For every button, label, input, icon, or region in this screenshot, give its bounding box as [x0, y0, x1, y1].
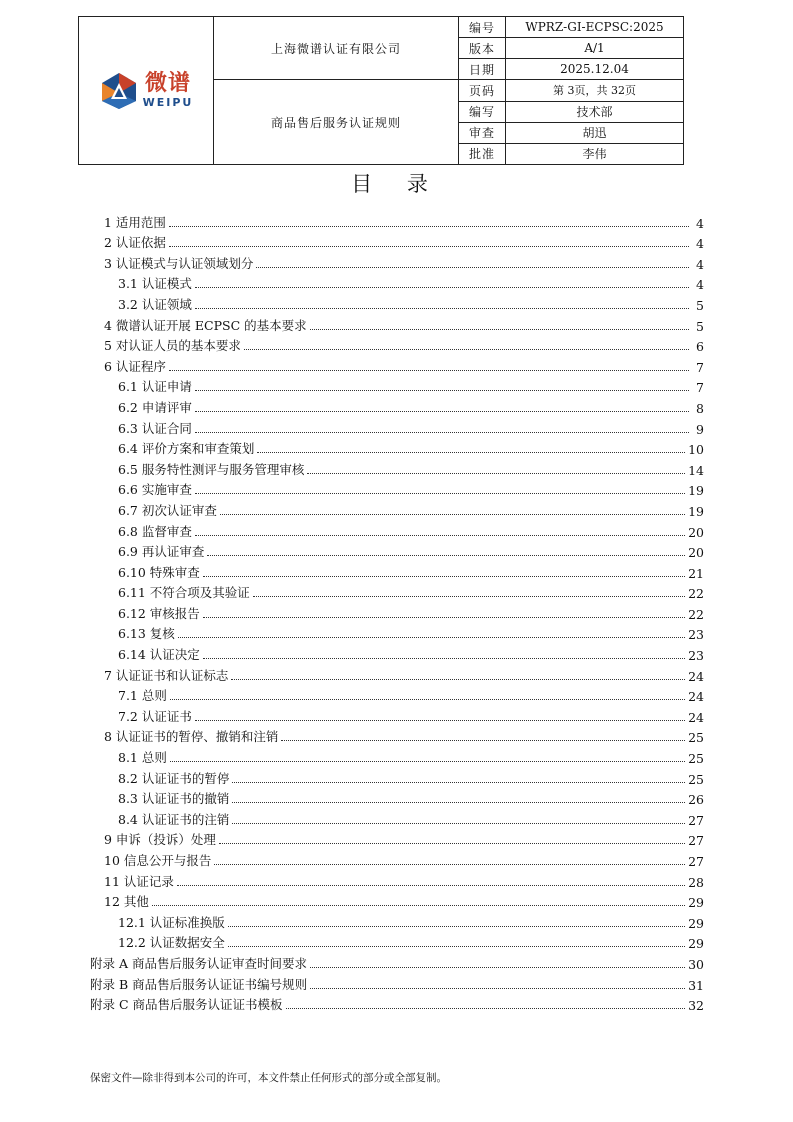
toc-entry-title: 6.1 认证申请 [118, 379, 192, 395]
logo-cell [79, 17, 214, 165]
document-header-table [78, 16, 684, 165]
toc-entry[interactable] [90, 540, 704, 561]
toc-leader-dots [170, 761, 685, 762]
weipu-logo-icon [99, 71, 139, 111]
toc-leader-dots [214, 864, 685, 865]
toc-entry-page: 22 [688, 606, 704, 622]
toc-entry-title: 9 申诉（投诉）处理 [104, 832, 216, 848]
toc-entry[interactable] [90, 931, 704, 952]
toc-entry-page: 4 [696, 277, 704, 293]
toc-entry[interactable] [90, 993, 704, 1014]
toc-entry[interactable] [90, 766, 704, 787]
table-of-contents [90, 210, 704, 1013]
document-title: 商品售后服务认证规则 [214, 80, 459, 165]
toc-entry-title: 6 认证程序 [104, 358, 166, 374]
toc-entry-page: 8 [696, 400, 704, 416]
toc-leader-dots [257, 452, 685, 453]
toc-entry-page: 29 [688, 936, 704, 952]
row-label-number: 编号 [459, 17, 506, 38]
toc-entry[interactable] [90, 519, 704, 540]
row-label-author: 编写 [459, 101, 506, 122]
toc-entry-title: 6.12 审核报告 [118, 605, 200, 621]
toc-entry-title: 3.1 认证模式 [118, 276, 192, 292]
toc-entry-page: 20 [688, 545, 704, 561]
toc-entry[interactable] [90, 437, 704, 458]
row-label-page: 页码 [459, 80, 506, 101]
toc-entry-page: 28 [688, 874, 704, 890]
toc-entry-title: 6.11 不符合项及其验证 [118, 585, 250, 601]
row-label-date: 日期 [459, 59, 506, 80]
toc-entry-page: 31 [688, 977, 704, 993]
toc-entry-page: 14 [688, 462, 704, 478]
toc-entry[interactable] [90, 395, 704, 416]
toc-leader-dots [195, 308, 689, 309]
toc-entry-title: 6.7 初次认证审查 [118, 502, 217, 518]
toc-entry-page: 24 [688, 668, 704, 684]
toc-leader-dots [195, 720, 685, 721]
toc-entry-title: 6.4 评价方案和审查策划 [118, 441, 255, 457]
toc-leader-dots [203, 658, 685, 659]
toc-entry-page: 22 [688, 586, 704, 602]
logo-chinese-text: 微谱 [144, 71, 191, 96]
toc-leader-dots [231, 679, 685, 680]
toc-entry[interactable] [90, 848, 704, 869]
toc-entry-title: 8.2 认证证书的暂停 [118, 770, 230, 786]
toc-leader-dots [207, 555, 685, 556]
toc-entry[interactable] [90, 704, 704, 725]
toc-entry[interactable] [90, 272, 704, 293]
toc-entry[interactable] [90, 581, 704, 602]
toc-entry-title: 6.14 认证决定 [118, 647, 200, 663]
toc-entry-title: 6.5 服务特性测评与服务管理审核 [118, 461, 305, 477]
toc-entry-title: 2 认证依据 [104, 235, 166, 251]
toc-entry-title: 附录 B 商品售后服务认证证书编号规则 [90, 976, 308, 992]
toc-leader-dots [307, 473, 685, 474]
toc-entry[interactable] [90, 313, 704, 334]
toc-entry-page: 4 [696, 215, 704, 231]
toc-leader-dots [219, 843, 685, 844]
toc-entry[interactable] [90, 292, 704, 313]
toc-entry-page: 23 [688, 648, 704, 664]
toc-entry-page: 24 [688, 709, 704, 725]
toc-entry-title: 6.3 认证合同 [118, 420, 192, 436]
toc-leader-dots [310, 329, 689, 330]
toc-leader-dots [253, 596, 685, 597]
toc-entry-page: 26 [688, 792, 704, 808]
toc-entry-title: 8.3 认证证书的撤销 [118, 791, 230, 807]
row-value-date: 2025.12.04 [506, 59, 684, 80]
row-value-reviewer: 胡迅 [506, 122, 684, 143]
toc-entry-page: 27 [688, 812, 704, 828]
toc-entry-page: 27 [688, 833, 704, 849]
toc-entry[interactable] [90, 622, 704, 643]
toc-entry-page: 29 [688, 915, 704, 931]
toc-leader-dots [169, 226, 689, 227]
toc-entry[interactable] [90, 498, 704, 519]
toc-entry[interactable] [90, 375, 704, 396]
toc-entry[interactable] [90, 457, 704, 478]
toc-entry-page: 9 [696, 421, 704, 437]
row-value-version: A/1 [506, 38, 684, 59]
toc-entry[interactable] [90, 231, 704, 252]
toc-entry[interactable] [90, 416, 704, 437]
toc-entry-title: 10 信息公开与报告 [104, 853, 212, 868]
toc-entry-page: 25 [688, 730, 704, 746]
toc-entry-title: 6.13 复核 [118, 626, 175, 642]
toc-entry[interactable] [90, 972, 704, 993]
company-logo [79, 71, 213, 111]
toc-entry-title: 7.2 认证证书 [118, 708, 192, 724]
toc-leader-dots [169, 246, 689, 247]
toc-entry[interactable] [90, 787, 704, 808]
toc-entry-page: 25 [688, 751, 704, 767]
toc-entry-page: 7 [696, 380, 704, 396]
toc-entry[interactable] [90, 642, 704, 663]
toc-entry-page: 4 [696, 256, 704, 272]
toc-entry-page: 30 [688, 956, 704, 972]
row-value-page: 第 3页，共 32页 [506, 80, 684, 101]
toc-entry-page: 24 [688, 689, 704, 705]
toc-entry-title: 7.1 总则 [118, 688, 167, 704]
toc-entry[interactable] [90, 354, 704, 375]
toc-leader-dots [228, 946, 685, 947]
toc-leader-dots [310, 967, 685, 968]
toc-entry[interactable] [90, 663, 704, 684]
logo-english-text: WEIPU [142, 96, 194, 109]
toc-entry-title: 6.2 申请评审 [118, 399, 192, 415]
toc-entry-title: 12.1 认证标准换版 [118, 914, 225, 930]
toc-leader-dots [281, 740, 685, 741]
toc-entry[interactable] [90, 210, 704, 231]
toc-entry-title: 7 认证证书和认证标志 [104, 667, 229, 683]
row-value-author: 技术部 [506, 101, 684, 122]
toc-entry[interactable] [90, 745, 704, 766]
toc-leader-dots [286, 1008, 686, 1009]
confidentiality-footer: 保密文件—除非得到本公司的许可，本文件禁止任何形式的部分或全部复制。 [90, 1072, 447, 1084]
toc-entry[interactable] [90, 334, 704, 355]
row-label-version: 版本 [459, 38, 506, 59]
toc-entry-page: 32 [688, 998, 704, 1014]
toc-entry[interactable] [90, 725, 704, 746]
toc-entry-page: 25 [688, 771, 704, 787]
toc-entry-title: 6.8 监督审查 [118, 523, 192, 539]
toc-entry-page: 5 [696, 318, 704, 334]
toc-entry[interactable] [90, 601, 704, 622]
toc-entry[interactable] [90, 251, 704, 272]
toc-leader-dots [195, 432, 689, 433]
row-label-reviewer: 审查 [459, 122, 506, 143]
toc-entry-page: 10 [688, 442, 704, 458]
toc-entry[interactable] [90, 869, 704, 890]
toc-entry-title: 3 认证模式与认证领域划分 [104, 255, 254, 271]
toc-entry-page: 20 [688, 524, 704, 540]
toc-leader-dots [228, 926, 685, 927]
toc-entry-page: 6 [696, 339, 704, 355]
toc-leader-dots [203, 576, 685, 577]
toc-entry-page: 21 [688, 565, 704, 581]
toc-entry-title: 5 对认证人员的基本要求 [104, 338, 241, 354]
toc-entry-page: 19 [688, 483, 704, 499]
toc-entry-title: 6.9 再认证审查 [118, 544, 205, 560]
toc-leader-dots [195, 390, 689, 391]
toc-entry[interactable] [90, 560, 704, 581]
toc-entry[interactable] [90, 951, 704, 972]
toc-leader-dots [170, 699, 685, 700]
toc-entry-title: 1 适用范围 [104, 214, 166, 230]
row-label-approver: 批准 [459, 143, 506, 164]
toc-leader-dots [178, 637, 685, 638]
toc-entry-page: 27 [688, 854, 704, 869]
toc-leader-dots [152, 905, 685, 906]
toc-entry-page: 19 [688, 503, 704, 519]
row-value-approver: 李伟 [506, 143, 684, 164]
toc-entry-title: 11 认证记录 [104, 873, 174, 889]
toc-title: 目 录 [351, 172, 442, 196]
toc-leader-dots [203, 617, 685, 618]
toc-entry[interactable] [90, 478, 704, 499]
company-name: 上海微谱认证有限公司 [214, 17, 459, 80]
toc-entry-title: 12.2 认证数据安全 [118, 935, 225, 951]
toc-entry-page: 5 [696, 297, 704, 313]
toc-entry[interactable] [90, 890, 704, 911]
toc-leader-dots [244, 349, 689, 350]
toc-leader-dots [177, 885, 685, 886]
toc-entry-title: 3.2 认证领域 [118, 296, 192, 312]
toc-entry-title: 附录 C 商品售后服务认证证书模板 [90, 997, 283, 1013]
toc-entry-page: 29 [688, 895, 704, 911]
toc-entry-page: 4 [696, 236, 704, 252]
toc-entry-title: 6.10 特殊审查 [118, 564, 200, 580]
row-value-number: WPRZ-GI-ECPSC:2025 [506, 17, 684, 38]
toc-entry[interactable] [90, 910, 704, 931]
toc-leader-dots [195, 493, 685, 494]
toc-entry-title: 4 微谱认证开展 ECPSC 的基本要求 [104, 317, 307, 333]
toc-entry-title: 12 其他 [104, 894, 149, 910]
toc-entry-title: 6.6 实施审查 [118, 482, 192, 498]
toc-leader-dots [232, 802, 685, 803]
toc-leader-dots [232, 782, 685, 783]
toc-entry[interactable] [90, 807, 704, 828]
toc-leader-dots [310, 988, 685, 989]
toc-entry-title: 8.1 总则 [118, 750, 167, 766]
toc-leader-dots [256, 267, 689, 268]
toc-entry-title: 8.4 认证证书的注销 [118, 811, 230, 827]
toc-entry-title: 8 认证证书的暂停、撤销和注销 [104, 729, 279, 745]
toc-leader-dots [220, 514, 685, 515]
toc-entry-page: 7 [696, 359, 704, 375]
toc-entry[interactable] [90, 684, 704, 705]
toc-entry-page: 23 [688, 627, 704, 643]
toc-leader-dots [195, 287, 689, 288]
toc-leader-dots [195, 535, 685, 536]
toc-entry-title: 附录 A 商品售后服务认证审查时间要求 [90, 955, 307, 971]
toc-leader-dots [232, 823, 685, 824]
toc-leader-dots [169, 370, 689, 371]
toc-leader-dots [195, 411, 689, 412]
toc-entry[interactable] [90, 828, 704, 849]
